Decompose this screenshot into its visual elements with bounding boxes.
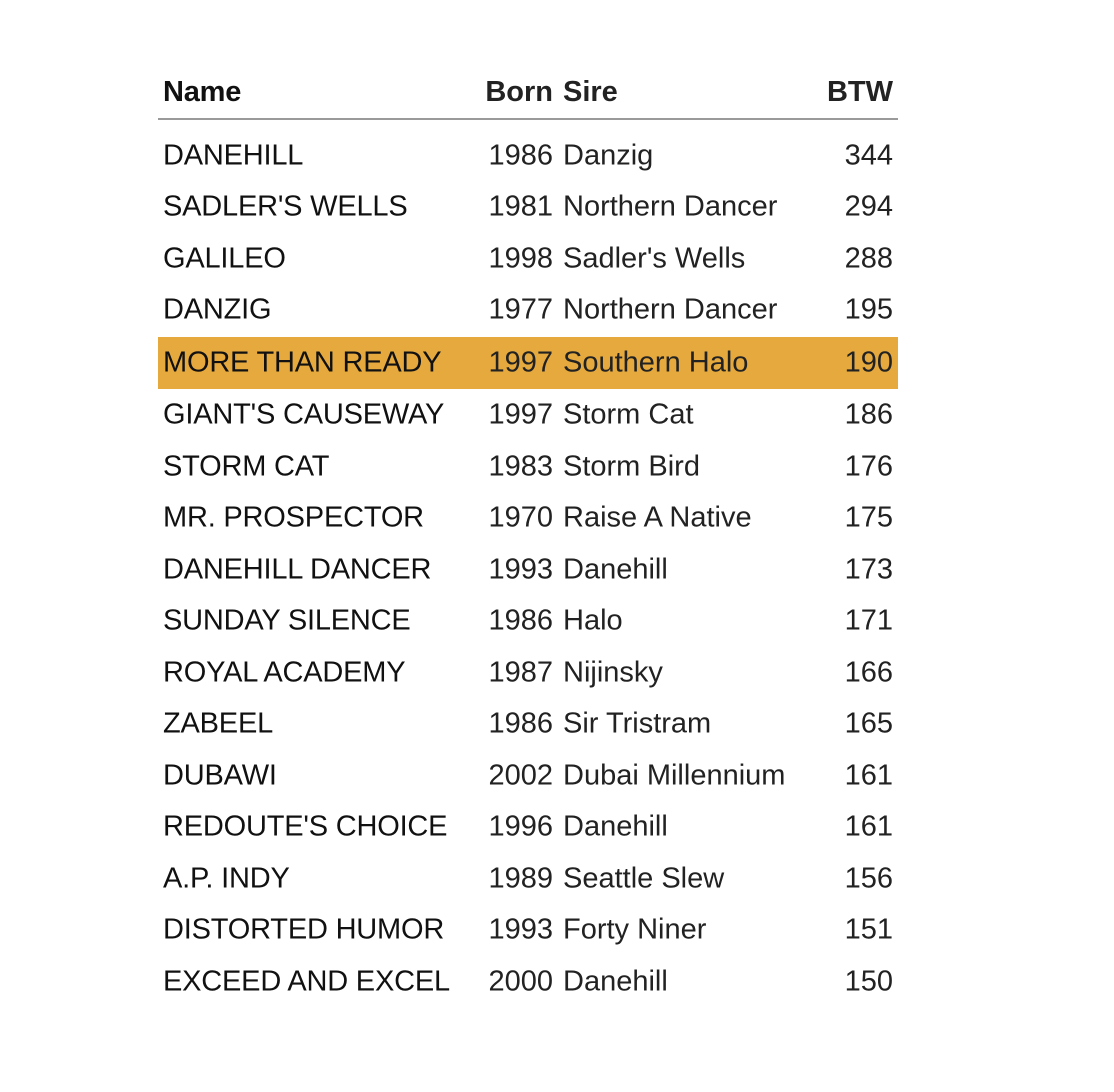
cell-name: MORE THAN READY bbox=[163, 346, 442, 379]
cell-btw: 151 bbox=[844, 913, 893, 946]
table-row bbox=[158, 699, 898, 751]
cell-btw: 344 bbox=[844, 139, 893, 172]
cell-sire: Forty Niner bbox=[563, 913, 707, 946]
cell-btw: 171 bbox=[844, 604, 893, 637]
cell-born: 1993 bbox=[488, 553, 553, 586]
table-row bbox=[158, 853, 898, 905]
cell-sire: Halo bbox=[563, 604, 623, 637]
cell-born: 1986 bbox=[488, 707, 553, 740]
cell-btw: 288 bbox=[844, 242, 893, 275]
header-born: Born bbox=[485, 76, 553, 108]
cell-sire: Danehill bbox=[563, 810, 668, 843]
table-row bbox=[158, 285, 898, 337]
cell-born: 1997 bbox=[488, 398, 553, 431]
cell-name: REDOUTE'S CHOICE bbox=[163, 810, 448, 843]
table-row bbox=[158, 956, 898, 1008]
cell-born: 1981 bbox=[488, 190, 553, 223]
cell-sire: Northern Dancer bbox=[563, 293, 778, 326]
cell-born: 2000 bbox=[488, 965, 553, 998]
table-row bbox=[158, 544, 898, 596]
table-row bbox=[158, 390, 898, 442]
header-btw: BTW bbox=[826, 76, 893, 108]
cell-born: 2002 bbox=[488, 759, 553, 792]
cell-btw: 150 bbox=[844, 965, 893, 998]
cell-name: GIANT'S CAUSEWAY bbox=[163, 398, 445, 431]
table-row bbox=[158, 441, 898, 493]
cell-born: 1983 bbox=[488, 450, 553, 483]
cell-born: 1986 bbox=[488, 604, 553, 637]
cell-sire: Sir Tristram bbox=[563, 707, 712, 740]
cell-born: 1987 bbox=[488, 656, 553, 689]
cell-name: DISTORTED HUMOR bbox=[163, 913, 445, 946]
cell-sire: Danehill bbox=[563, 553, 668, 586]
cell-name: A.P. INDY bbox=[163, 862, 290, 895]
cell-name: ZABEEL bbox=[163, 707, 274, 740]
cell-name: DUBAWI bbox=[163, 759, 277, 792]
cell-btw: 161 bbox=[844, 759, 893, 792]
cell-name: SADLER'S WELLS bbox=[163, 190, 408, 223]
cell-btw: 195 bbox=[844, 293, 893, 326]
cell-born: 1997 bbox=[488, 346, 553, 379]
cell-born: 1998 bbox=[488, 242, 553, 275]
cell-sire: Raise A Native bbox=[563, 501, 752, 534]
cell-sire: Southern Halo bbox=[563, 346, 749, 379]
table-body bbox=[158, 130, 898, 1008]
cell-name: DANEHILL DANCER bbox=[163, 553, 432, 586]
cell-btw: 186 bbox=[844, 398, 893, 431]
cell-sire: Danehill bbox=[563, 965, 668, 998]
table-row bbox=[158, 802, 898, 854]
cell-sire: Nijinsky bbox=[563, 656, 663, 689]
header-name: Name bbox=[163, 76, 242, 108]
cell-born: 1989 bbox=[488, 862, 553, 895]
cell-btw: 176 bbox=[844, 450, 893, 483]
cell-sire: Storm Bird bbox=[563, 450, 700, 483]
table-row bbox=[158, 905, 898, 957]
sires-table bbox=[158, 70, 898, 1008]
table-row-highlighted bbox=[158, 337, 898, 389]
table-row bbox=[158, 493, 898, 545]
cell-sire: Storm Cat bbox=[563, 398, 694, 431]
cell-btw: 190 bbox=[844, 346, 893, 379]
cell-sire: Sadler's Wells bbox=[563, 242, 746, 275]
cell-sire: Northern Dancer bbox=[563, 190, 778, 223]
table-row bbox=[158, 647, 898, 699]
cell-name: EXCEED AND EXCEL bbox=[163, 965, 450, 998]
table-row bbox=[158, 750, 898, 802]
cell-born: 1993 bbox=[488, 913, 553, 946]
cell-sire: Dubai Millennium bbox=[563, 759, 786, 792]
cell-btw: 294 bbox=[844, 190, 893, 223]
cell-sire: Seattle Slew bbox=[563, 862, 725, 895]
table-row bbox=[158, 596, 898, 648]
cell-btw: 166 bbox=[844, 656, 893, 689]
cell-btw: 173 bbox=[844, 553, 893, 586]
cell-born: 1970 bbox=[488, 501, 553, 534]
cell-born: 1986 bbox=[488, 139, 553, 172]
table-row bbox=[158, 233, 898, 285]
header-sire: Sire bbox=[563, 76, 618, 108]
cell-btw: 156 bbox=[844, 862, 893, 895]
cell-name: DANZIG bbox=[163, 293, 272, 326]
cell-name: MR. PROSPECTOR bbox=[163, 501, 424, 534]
cell-name: ROYAL ACADEMY bbox=[163, 656, 406, 689]
cell-btw: 175 bbox=[844, 501, 893, 534]
table-row bbox=[158, 182, 898, 234]
cell-born: 1977 bbox=[488, 293, 553, 326]
table-row bbox=[158, 130, 898, 182]
cell-name: DANEHILL bbox=[163, 139, 304, 172]
cell-btw: 165 bbox=[844, 707, 893, 740]
cell-name: GALILEO bbox=[163, 242, 286, 275]
cell-name: STORM CAT bbox=[163, 450, 330, 483]
table-header bbox=[158, 70, 898, 120]
cell-btw: 161 bbox=[844, 810, 893, 843]
cell-sire: Danzig bbox=[563, 139, 654, 172]
cell-name: SUNDAY SILENCE bbox=[163, 604, 411, 637]
cell-born: 1996 bbox=[488, 810, 553, 843]
